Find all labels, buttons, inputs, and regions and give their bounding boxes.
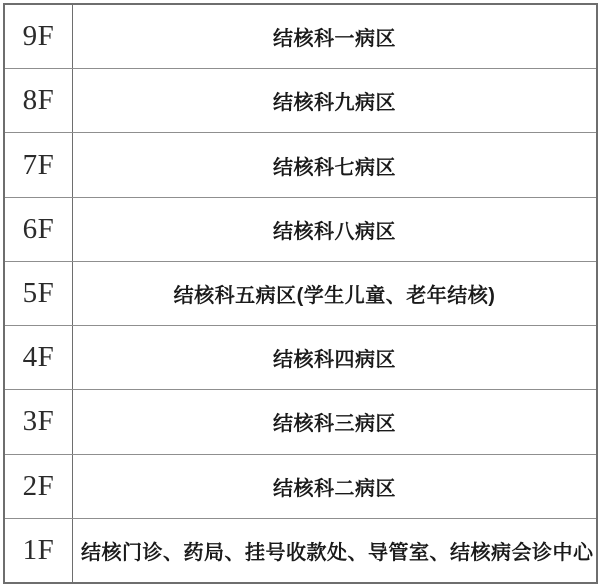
department-label: 结核科八病区 [273,220,396,243]
table-row [5,455,596,519]
floor-label: 9F [5,5,73,68]
floor-label: 1F [5,519,73,582]
floor-label: 3F [5,390,73,453]
floor-label: 5F [5,262,73,325]
department-label: 结核科一病区 [273,28,396,51]
table-row [5,69,596,133]
table-row [5,326,596,390]
table-row [5,390,596,454]
floor-label: 8F [5,69,73,132]
department-label: 结核科九病区 [273,92,396,115]
floor-directory-table [3,3,598,584]
department-label: 结核门诊、药局、挂号收款处、导管室、结核病会诊中心 [81,541,594,564]
department-label: 结核科三病区 [273,413,396,436]
table-row [5,262,596,326]
table-row [5,133,596,197]
department-label: 结核科五病区(学生儿童、老年结核) [173,284,496,307]
table-row [5,5,596,69]
table-row [5,198,596,262]
department-label: 结核科七病区 [273,156,396,179]
floor-label: 2F [5,455,73,518]
department-label: 结核科四病区 [273,349,396,372]
table-row [5,519,596,582]
department-label: 结核科二病区 [273,477,396,500]
floor-label: 7F [5,133,73,196]
floor-label: 6F [5,198,73,261]
floor-label: 4F [5,326,73,389]
